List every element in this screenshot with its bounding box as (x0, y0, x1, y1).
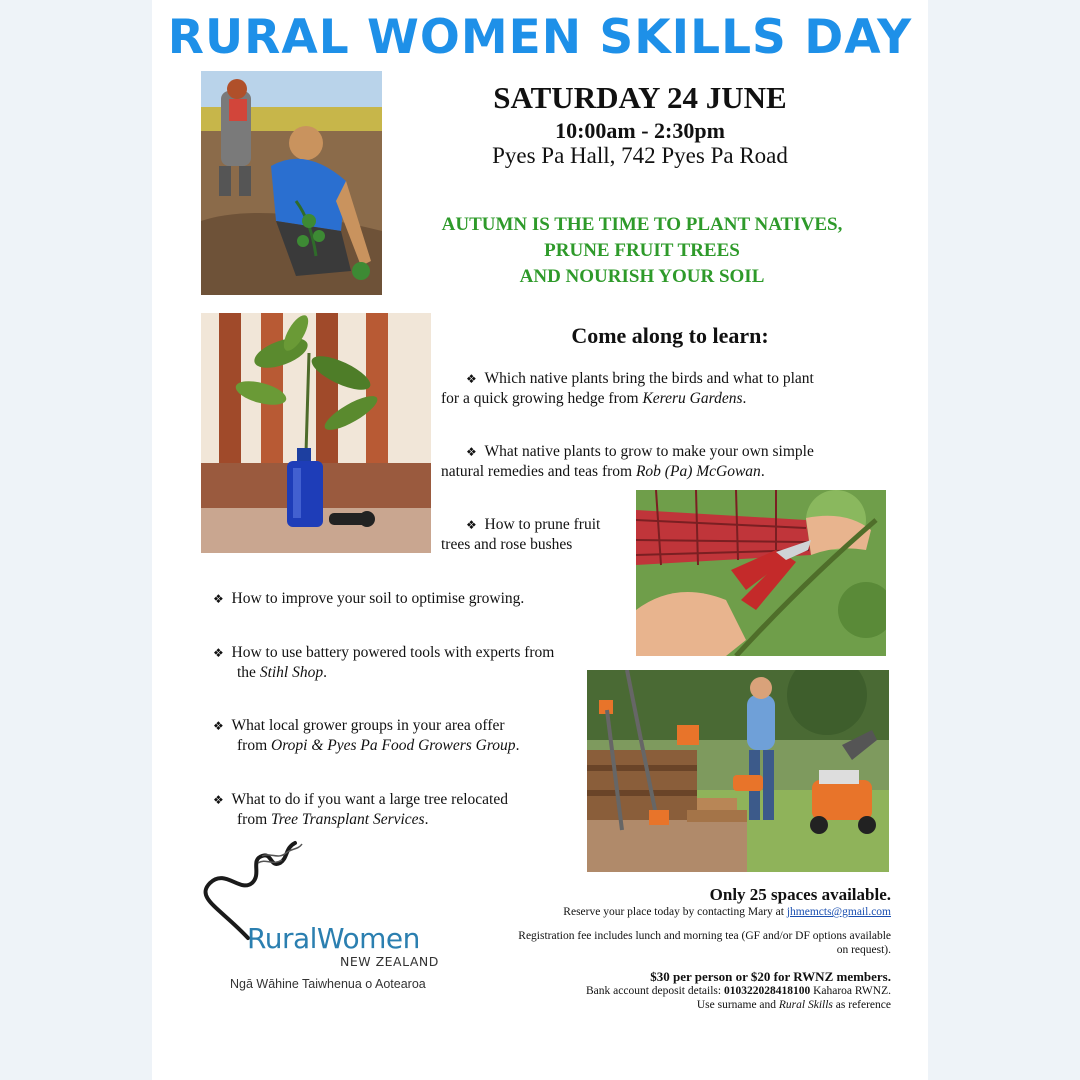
flyer-title: RURAL WOMEN SKILLS DAY (167, 10, 913, 65)
learn-item (213, 589, 623, 609)
tagline-line: PRUNE FRUIT TREES (544, 240, 740, 261)
fee-line: on request). (836, 944, 891, 956)
learn-item (213, 790, 583, 829)
learn-item-text: Which native plants bring the birds and what to plant (484, 370, 814, 387)
learn-item-text: How to improve your soil to optimise growing. (231, 590, 525, 607)
registration-info (450, 885, 891, 1012)
learn-item-text: What to do if you want a large tree relocated (231, 791, 508, 808)
event-venue: Pyes Pa Hall, 742 Pyes Pa Road (492, 143, 788, 168)
provider-name: Oropi & Pyes Pa Food Growers Group (271, 737, 516, 754)
learn-item-text: for a quick growing hedge from (441, 390, 643, 407)
learn-item-text: . (323, 664, 327, 681)
reserve-label: Reserve your place today by contacting Mary at (563, 906, 787, 918)
fee-line: Registration fee includes lunch and morning tea (GF and/or DF options available (518, 930, 891, 942)
reserve-text (450, 905, 891, 919)
learn-item-text: . (742, 390, 747, 407)
logo-maori-name: Ngā Wāhine Taiwhenua o Aotearoa (230, 977, 426, 991)
reference-text: Use surname and (696, 999, 779, 1011)
provider-name: Rob (Pa) McGowan (635, 463, 761, 480)
bank-details (450, 984, 891, 998)
pruning-photo (636, 490, 886, 656)
remedy-bottle-photo (201, 313, 431, 553)
contact-email-link[interactable]: jhmemcts@gmail.com (786, 906, 891, 918)
provider-name: Stihl Shop (259, 664, 324, 681)
provider-name: Tree Transplant Services (271, 811, 425, 828)
bank-label: Bank account deposit details: (585, 985, 724, 997)
reference-term: Rural Skills (778, 999, 833, 1011)
learn-item-text: from (237, 737, 272, 754)
fee-info (450, 929, 891, 957)
bullet-icon: ❖ (466, 518, 477, 532)
spaces-available: Only 25 spaces available. (709, 885, 891, 904)
tagline-line: AUTUMN IS THE TIME TO PLANT NATIVES, (441, 214, 843, 235)
reference-text: as reference (832, 999, 891, 1011)
tagline-line: AND NOURISH YOUR SOIL (519, 266, 765, 287)
logo-country: NEW ZEALAND (340, 954, 439, 969)
learn-item-text: from (237, 811, 272, 828)
learn-item (213, 716, 583, 755)
bank-name: Kaharoa RWNZ. (810, 985, 891, 997)
learn-item-text: . (760, 463, 765, 480)
price-info: $30 per person or $20 for RWNZ members. (650, 969, 891, 984)
bullet-icon: ❖ (213, 719, 224, 733)
logo-name: RuralWomen (247, 922, 420, 955)
power-tools-photo (587, 670, 889, 872)
learn-item-text: . (424, 811, 429, 828)
learn-item-text: What native plants to grow to make your own simple (484, 443, 814, 460)
learn-item-text: the (237, 664, 260, 681)
learn-heading: Come along to learn: (571, 323, 769, 348)
learn-item (441, 515, 631, 554)
autumn-tagline (392, 212, 892, 290)
learn-item (441, 442, 891, 481)
learn-item-text: How to prune fruit (484, 516, 601, 533)
bullet-icon: ❖ (466, 445, 477, 459)
learn-item (441, 369, 891, 408)
learn-item-text: . (515, 737, 520, 754)
rural-women-logo (200, 838, 450, 998)
learn-item-text: trees and rose bushes (441, 536, 573, 553)
provider-name: Kereru Gardens (642, 390, 743, 407)
bullet-icon: ❖ (213, 646, 224, 660)
event-date: SATURDAY 24 JUNE (493, 80, 787, 115)
learn-item-text: How to use battery powered tools with experts from (231, 644, 555, 661)
planting-photo (201, 71, 382, 295)
event-time: 10:00am - 2:30pm (555, 118, 725, 143)
bank-number: 010322028418100 (723, 985, 811, 997)
learn-item-text: What local grower groups in your area offer (231, 717, 505, 734)
learn-item (213, 643, 623, 682)
learn-item-text: natural remedies and teas from (441, 463, 636, 480)
payment-reference (450, 998, 891, 1012)
bullet-icon: ❖ (466, 372, 477, 386)
bullet-icon: ❖ (213, 793, 224, 807)
bullet-icon: ❖ (213, 592, 224, 606)
